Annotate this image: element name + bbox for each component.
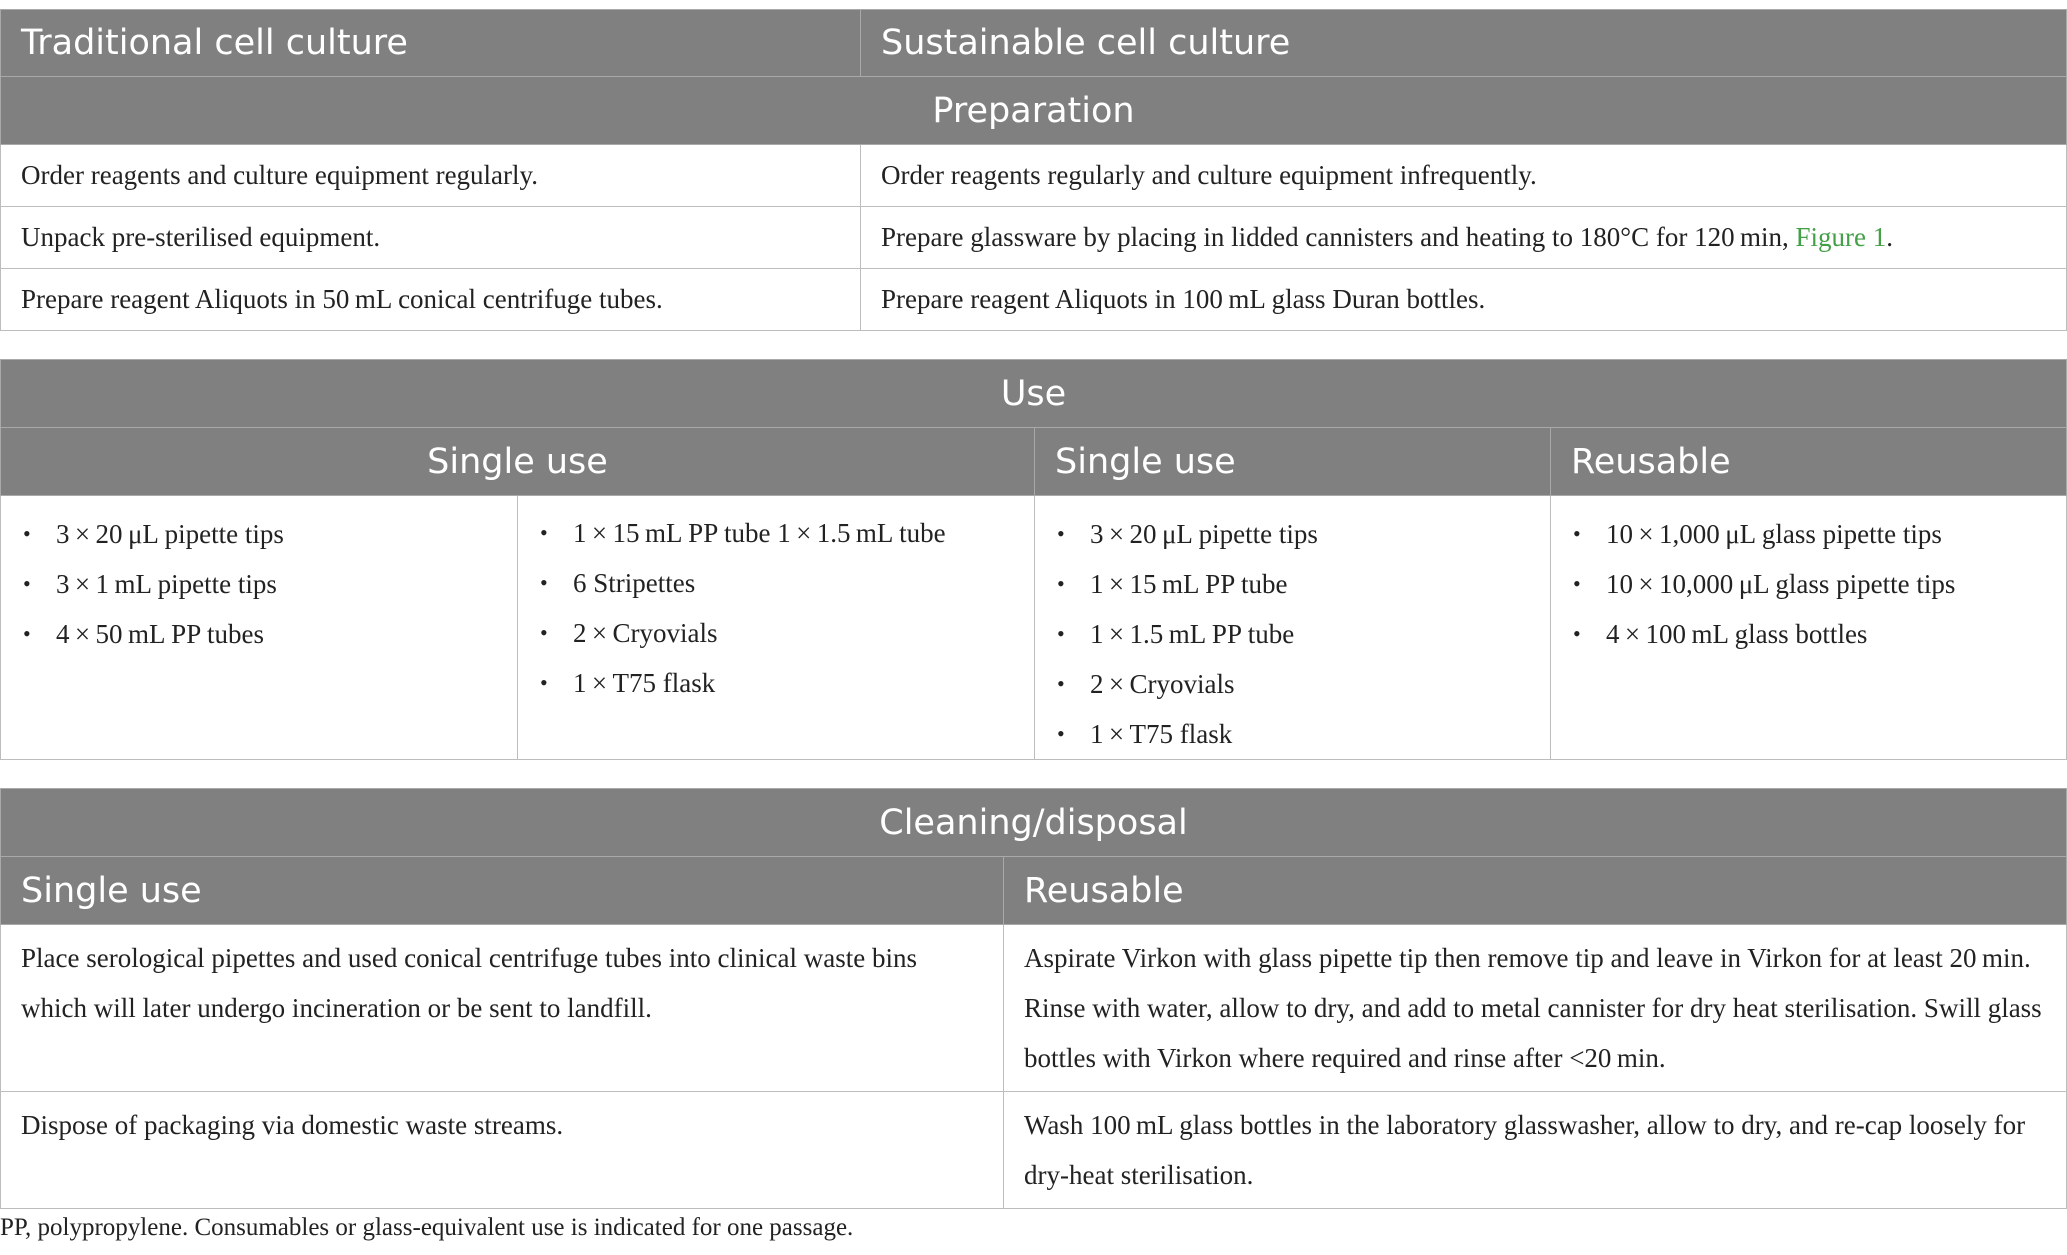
cell-traditional: Unpack pre-sterilised equipment. xyxy=(1,207,861,269)
bullet-list xyxy=(540,508,1034,708)
list-item: • 10 × 1,000 μL glass pipette tips xyxy=(1573,509,2066,559)
list-cell-sustainable-single xyxy=(1035,496,1551,760)
list-cell-traditional-a xyxy=(1,496,518,760)
col-header-single-use: Single use xyxy=(1,857,1004,925)
cell-reusable: Wash 100 mL glass bottles in the laboratory glasswasher, allow to dry, and re-cap loosely for dry-heat sterilisation. xyxy=(1004,1092,2067,1209)
bullet-list xyxy=(1573,509,2066,659)
use-table xyxy=(0,359,2067,760)
col-header-traditional: Traditional cell culture xyxy=(1,10,861,77)
subheader-sustainable-single-use: Single use xyxy=(1035,428,1551,496)
table-row xyxy=(1,207,2067,269)
list-item: • 4 × 50 mL PP tubes xyxy=(23,609,517,659)
figure-1-link[interactable]: Figure 1 xyxy=(1795,222,1887,252)
col-header-reusable: Reusable xyxy=(1004,857,2067,925)
cell-single-use: Place serological pipettes and used conical centrifuge tubes into clinical waste bins which will later undergo incineration or be sent to landfill. xyxy=(1,925,1004,1092)
table-row xyxy=(1,496,2067,760)
list-item: • 1 × T75 flask xyxy=(1057,709,1550,759)
list-item: • 3 × 20 μL pipette tips xyxy=(23,509,517,559)
list-item: • 2 × Cryovials xyxy=(540,608,1034,658)
table-row xyxy=(1,925,2067,1092)
list-item: • 3 × 20 μL pipette tips xyxy=(1057,509,1550,559)
list-item: • 4 × 100 mL glass bottles xyxy=(1573,609,2066,659)
table-row xyxy=(1,145,2067,207)
cell-reusable: Aspirate Virkon with glass pipette tip then remove tip and leave in Virkon for at least 20 min. Rinse with water, allow to dry, and add to metal cannister for dry heat sterilisation. Swill glass bottles with Virkon where required and rinse after <20 min. xyxy=(1004,925,2067,1092)
cleaning-disposal-table xyxy=(0,788,2067,1209)
section-header-cleaning-disposal: Cleaning/disposal xyxy=(1,789,2067,857)
table-row xyxy=(1,1092,2067,1209)
section-header-preparation: Preparation xyxy=(1,77,2067,145)
cell-sustainable: Order reagents regularly and culture equipment infrequently. xyxy=(861,145,2067,207)
subheader-sustainable-reusable: Reusable xyxy=(1551,428,2067,496)
table-row xyxy=(1,269,2067,331)
list-item: • 10 × 10,000 μL glass pipette tips xyxy=(1573,559,2066,609)
list-item: • 3 × 1 mL pipette tips xyxy=(23,559,517,609)
cell-traditional: Prepare reagent Aliquots in 50 mL conical centrifuge tubes. xyxy=(1,269,861,331)
cell-sustainable: Prepare reagent Aliquots in 100 mL glass Duran bottles. xyxy=(861,269,2067,331)
bullet-list xyxy=(1057,509,1550,759)
subheader-traditional-single-use: Single use xyxy=(1,428,1035,496)
list-item: • 2 × Cryovials xyxy=(1057,659,1550,709)
cell-text: Prepare glassware by placing in lidded cannisters and heating to 180°C for 120 min, xyxy=(881,222,1796,252)
list-item: • 1 × 15 mL PP tube 1 × 1.5 mL tube xyxy=(540,508,1034,558)
list-item: • 1 × 15 mL PP tube xyxy=(1057,559,1550,609)
section-header-use: Use xyxy=(1,360,2067,428)
bullet-list xyxy=(23,509,517,659)
cell-single-use: Dispose of packaging via domestic waste streams. xyxy=(1,1092,1004,1209)
list-cell-traditional-b xyxy=(518,496,1035,760)
list-item: • 1 × 1.5 mL PP tube xyxy=(1057,609,1550,659)
cell-text-suffix: . xyxy=(1886,222,1893,252)
table-footnote: PP, polypropylene. Consumables or glass-equivalent use is indicated for one passage. xyxy=(0,1214,854,1241)
cell-sustainable xyxy=(861,207,2067,269)
col-header-sustainable: Sustainable cell culture xyxy=(861,10,2067,77)
list-cell-sustainable-reusable xyxy=(1551,496,2067,760)
cell-traditional: Order reagents and culture equipment regularly. xyxy=(1,145,861,207)
list-item: • 6 Stripettes xyxy=(540,558,1034,608)
list-item: • 1 × T75 flask xyxy=(540,658,1034,708)
preparation-table xyxy=(0,9,2067,331)
